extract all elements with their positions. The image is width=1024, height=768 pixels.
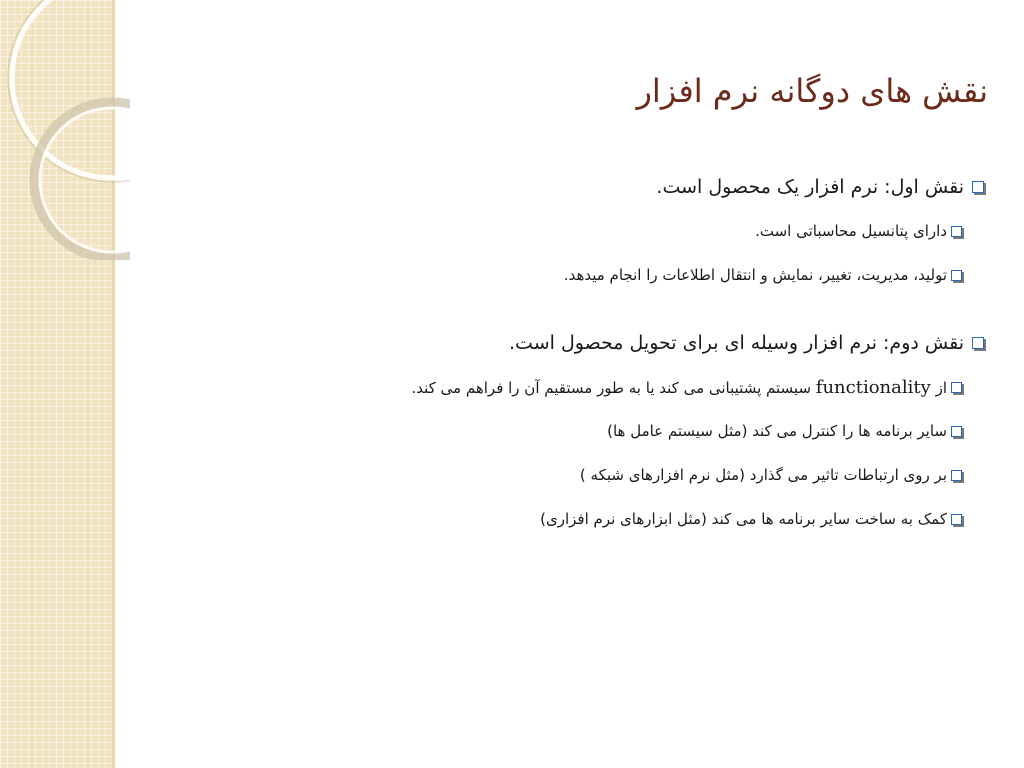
functionality-term: functionality xyxy=(815,376,931,398)
role2-sub-item xyxy=(224,374,962,400)
role2-sub-text: بر روی ارتباطات تاثیر می گذارد (مثل نرم افزارهای شبکه ) xyxy=(579,466,947,484)
role2-bullet xyxy=(224,328,984,358)
role2-sub-item xyxy=(224,462,962,488)
role1-bullet xyxy=(224,172,984,202)
role1-sub-text: تولید، مدیریت، تغییر، نمایش و انتقال اطلاعات را انجام میدهد. xyxy=(563,266,947,284)
checkbox-bullet-icon xyxy=(951,514,962,525)
checkbox-bullet-icon xyxy=(972,337,984,349)
ring-large xyxy=(12,0,130,178)
slide-content xyxy=(224,172,984,532)
role2-sub-text xyxy=(411,377,947,398)
role2-sub-text: کمک به ساخت سایر برنامه ها می کند (مثل ابزارهای نرم افزاری) xyxy=(540,510,947,528)
role2-sub-item xyxy=(224,418,962,444)
decorative-rings xyxy=(0,0,130,260)
checkbox-bullet-icon xyxy=(951,226,962,237)
role2-item1-suffix: سیستم پشتیبانی می کند یا به طور مستقیم آن را فراهم می کند. xyxy=(411,378,812,397)
checkbox-bullet-icon xyxy=(951,470,962,481)
role1-text: نقش اول: نرم افزار یک محصول است. xyxy=(656,176,964,198)
role2-sub-item xyxy=(224,506,962,532)
role1-sub-item xyxy=(224,218,962,244)
role2-item1-prefix: از xyxy=(935,378,947,397)
role1-sub-item xyxy=(224,262,962,288)
slide-title: نقش های دوگانه نرم افزار xyxy=(636,72,988,110)
role2-sub-text: سایر برنامه ها را کنترل می کند (مثل سیستم عامل ها) xyxy=(607,422,947,440)
role1-sub-text: دارای پتانسیل محاسباتی است. xyxy=(755,222,947,240)
checkbox-bullet-icon xyxy=(951,270,962,281)
checkbox-bullet-icon xyxy=(951,426,962,437)
checkbox-bullet-icon xyxy=(972,181,984,193)
role2-text: نقش دوم: نرم افزار وسیله ای برای تحویل محصول است. xyxy=(509,332,964,354)
checkbox-bullet-icon xyxy=(951,382,962,393)
